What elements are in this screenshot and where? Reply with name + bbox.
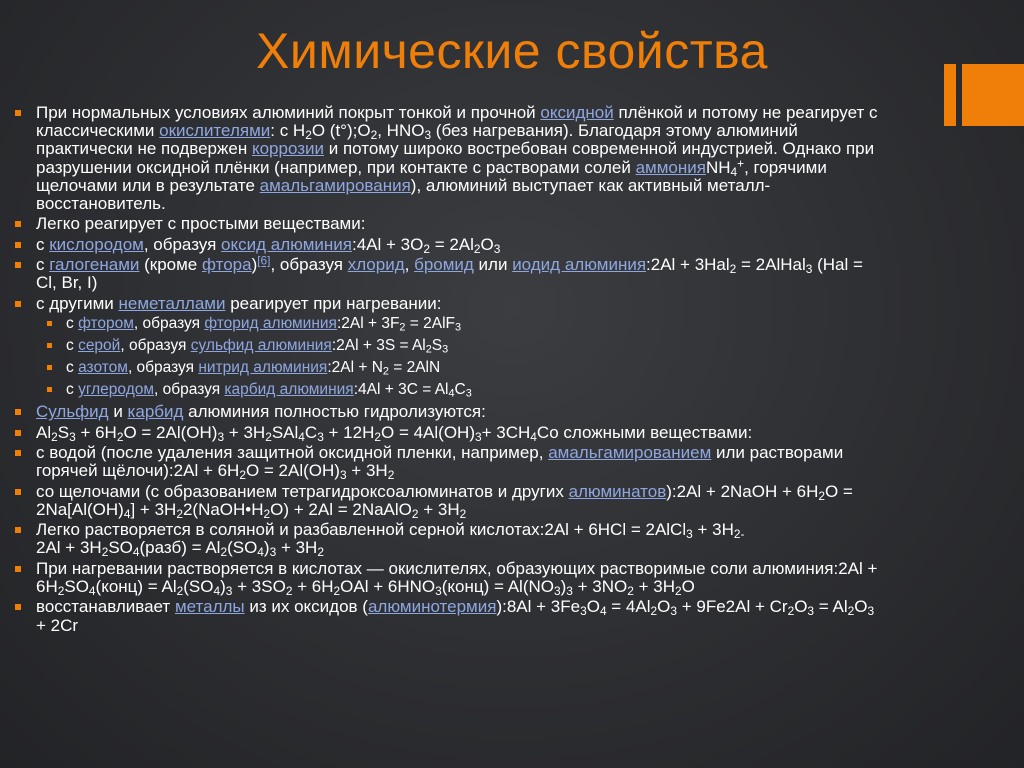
link-oxygen[interactable]: кислородом bbox=[49, 234, 144, 254]
slide-content bbox=[14, 104, 882, 637]
link-oxidizers[interactable]: окислителями bbox=[159, 121, 271, 141]
bullet-acids: Легко растворяется в соляной и разбавленной серной кислотах:2Al + 6HCl = 2AlCl$_3$ + $3H_{2-}$ $2Al + 3H_2SO_4(разб) = Al_2(SO_4)_3 + 3H_2$ bbox=[14, 521, 882, 557]
sub-bullet-carbon: с углеродом, образуя карбид алюминия:4Al + $3C = Al_4C_3$ bbox=[14, 381, 882, 399]
link-aluminium-carbide[interactable]: карбид алюминия bbox=[224, 381, 354, 399]
bullet-simple-substances: Легко реагирует с простыми веществами: bbox=[14, 215, 882, 233]
sub-bullet-list bbox=[14, 315, 882, 399]
sub-bullet-fluorine: с фтором, образуя фторид алюминия:2Al + $3F_2 = 2AlF_3$ bbox=[14, 315, 882, 333]
sub-bullet-sulfur: с серой, образуя сульфид алюминия:2Al + $3S = Al_2S_3$ bbox=[14, 337, 882, 355]
link-aluminothermy[interactable]: алюминотермия bbox=[367, 597, 497, 617]
link-amalgamation-2[interactable]: амальгамированием bbox=[548, 442, 712, 462]
link-amalgamation[interactable]: амальгамирования bbox=[259, 175, 411, 195]
link-corrosion[interactable]: коррозии bbox=[251, 139, 324, 159]
bullet-halogens: с галогенами (кроме фтора)[6], образуя хлорид, бромид или иодид алюминия:2Al + 3Hal$_2$ = 2AlHal$_3$ (Hal = Cl, Br, I) bbox=[14, 256, 882, 292]
link-chloride[interactable]: хлорид bbox=[347, 255, 405, 275]
link-nitrogen[interactable]: азотом bbox=[78, 359, 128, 377]
link-fluorine[interactable]: фтора bbox=[202, 255, 252, 275]
bullet-oxygen: с кислородом, образуя оксид алюминия:4Al + $3O_2 = 2Al_2O_3$ bbox=[14, 236, 882, 254]
bullet-hydrolysis: Сульфид и карбид алюминия полностью гидролизуются: bbox=[14, 403, 882, 421]
link-bromide[interactable]: бромид bbox=[414, 255, 474, 275]
link-carbon[interactable]: углеродом bbox=[78, 381, 155, 399]
bullet-alkalis: со щелочами (с образованием тетрагидроксоалюминатов и других алюминатов):2Al + 2NaOH + $6H_2O = 2Na[Al(OH)_4]$ + $3H_22(NaOH•H_2O) + 2Al$ = 2NaAlO$_2$ + $3H_2$ bbox=[14, 483, 882, 519]
footnote-link[interactable]: [6] bbox=[257, 253, 271, 268]
link-nonmetals[interactable]: неметаллами bbox=[118, 293, 226, 313]
accent-bar-wide bbox=[962, 64, 1024, 126]
bullet-list bbox=[14, 104, 882, 635]
bullet-water: с водой (после удаления защитной оксидной пленки, например, амальгамированием или растворами горячей щёлочи):2Al + $6H_2O = 2Al(OH)_3 + 3H_2$ bbox=[14, 444, 882, 480]
slide-title: Химические свойства bbox=[256, 23, 768, 79]
link-ammonium[interactable]: аммония bbox=[635, 157, 706, 177]
bullet-oxidizing-acids: При нагревании растворяется в кислотах — окислителях, образующих растворимые соли алюминия:2Al + $6H_2SO_4(конц) = Al_2(SO_4)_3 + 3SO_2 + 6H_2OAl$ + $6HNO_3(конц) = Al(NO_3)_3 + 3NO_2 + 3H_2O$ bbox=[14, 560, 882, 596]
link-aluminium-sulfide[interactable]: сульфид алюминия bbox=[190, 337, 332, 355]
link-aluminium-fluoride[interactable]: фторид алюминия bbox=[204, 315, 337, 333]
link-fluorine-2[interactable]: фтором bbox=[78, 315, 134, 333]
link-aluminates[interactable]: алюминатов bbox=[568, 481, 667, 501]
link-aluminium-nitride[interactable]: нитрид алюминия bbox=[198, 359, 328, 377]
bullet-hydrolysis-equations: $Al_2S_3 + 6H_2O = 2Al(OH)_3 + 3H_2SAl_4C_3 + 12H_2O = 4Al(OH)_3+ 3CH_4Co$ сложными веществами: bbox=[14, 424, 882, 442]
bullet-nonmetals: с другими неметаллами реагирует при нагревании: bbox=[14, 295, 882, 313]
link-iodide[interactable]: иодид алюминия bbox=[512, 255, 647, 275]
link-sulfur[interactable]: серой bbox=[78, 337, 121, 355]
link-metals[interactable]: металлы bbox=[174, 597, 245, 617]
bullet-aluminothermy: восстанавливает металлы из их оксидов (алюминотермия):8Al + $3Fe_3O_4 = 4Al_2O_3 + 9Fe2Al + Cr_2O_3 = Al_2O_3 + 2Cr$ bbox=[14, 598, 882, 634]
accent-bar-thin bbox=[944, 64, 956, 126]
link-oxide[interactable]: оксидной bbox=[540, 103, 614, 122]
bullet-passivation: При нормальных условиях алюминий покрыт тонкой и прочной оксидной плёнкой и потому не реагирует с классическими окислителями: с $H_2O$ $(t^\circ);O_2$, $HNO_3$ (без нагревания). Благодаря этому алюминий практически не подвержен коррозии и потому широко востребован современной индустрией. Однако при разрушении оксидной плёнки (например, при контакте с растворами солей аммонияNH$_4$+, горячими щелочами или в результате амальгамирования), алюминий выступает как активный металл-восстановитель. bbox=[14, 104, 882, 213]
link-halogens[interactable]: галогенами bbox=[49, 255, 140, 275]
link-sulfide[interactable]: Сульфид bbox=[36, 402, 109, 422]
link-aluminium-oxide[interactable]: оксид алюминия bbox=[221, 234, 352, 254]
sub-bullet-nitrogen: с азотом, образуя нитрид алюминия:2Al + $N_2 = 2AlN$ bbox=[14, 359, 882, 377]
link-carbide[interactable]: карбид bbox=[127, 402, 184, 422]
